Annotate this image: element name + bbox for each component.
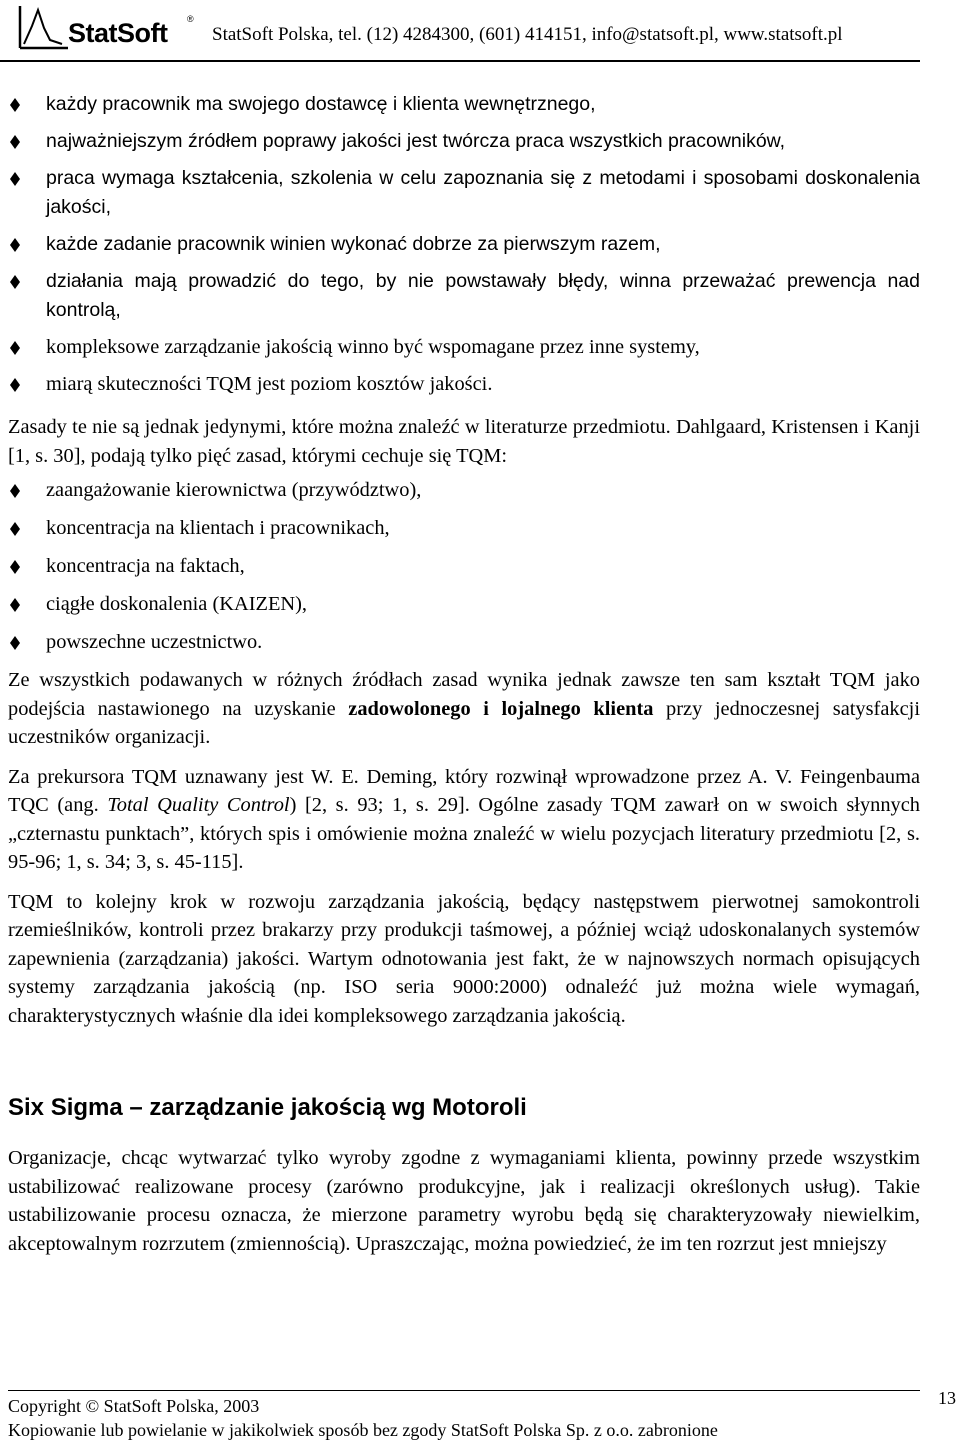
diamond-bullet-icon bbox=[10, 636, 20, 650]
list-item: praca wymaga kształcenia, szkolenia w celu zapoznania się z metodami i sposobami doskonalenia jakości, bbox=[8, 164, 920, 222]
list-item: koncentracja na klientach i pracownikach, bbox=[8, 514, 920, 543]
list-item: zaangażowanie kierownictwa (przywództwo), bbox=[8, 476, 920, 505]
header-contact: StatSoft Polska, tel. (12) 4284300, (601) 414151, info@statsoft.pl, www.statsoft.pl bbox=[212, 24, 843, 45]
footer-copyright: Copyright © StatSoft Polska, 2003 bbox=[8, 1396, 260, 1416]
emphasis-bold: zadowolonego i lojalnego klienta bbox=[348, 697, 654, 720]
list-item: ciągłe doskonalenia (KAIZEN), bbox=[8, 590, 920, 619]
footer-divider bbox=[8, 1390, 920, 1391]
diamond-bullet-icon bbox=[10, 172, 20, 186]
statsoft-logo bbox=[4, 4, 194, 50]
diamond-bullet-icon bbox=[10, 598, 20, 612]
paragraph: Ze wszystkich podawanych w różnych źródłach zasad wynika jednak zawsze ten sam kształt TQM jako podejścia nastawionego na uzyskanie zadowolonego i lojalnego klienta przy jednoczesnej satysfakcji uczestników organizacji. bbox=[8, 669, 920, 748]
logo-chart-icon bbox=[18, 4, 70, 50]
footer-notice: Kopiowanie lub powielanie w jakikolwiek sposób bez zgody StatSoft Polska Sp. z o.o. zabronione bbox=[8, 1420, 718, 1440]
diamond-bullet-icon bbox=[10, 135, 20, 149]
logo-registered-mark: ® bbox=[187, 14, 194, 24]
diamond-bullet-icon bbox=[10, 560, 20, 574]
list-item: miarą skuteczności TQM jest poziom kosztów jakości. bbox=[8, 370, 920, 399]
list-item: każde zadanie pracownik winien wykonać dobrze za pierwszym razem, bbox=[8, 230, 920, 259]
diamond-bullet-icon bbox=[10, 275, 20, 289]
diamond-bullet-icon bbox=[10, 522, 20, 536]
paragraph: Za prekursora TQM uznawany jest W. E. Deming, który rozwinął wprowadzone przez A. V. Feingenbauma TQC (ang. Total Quality Control) [2, s. 93; 1, s. 29]. Ogólne zasady TQM zawarł on w swoich słynnych „czternastu punktach”, których spis i omówienie można znaleźć w wielu pozycjach literatury przedmiotu [2, s. 95-96; 1, s. 34; 3, s. 45-115]. bbox=[8, 765, 920, 873]
diamond-bullet-icon bbox=[10, 341, 20, 355]
diamond-bullet-icon bbox=[10, 484, 20, 498]
page-body bbox=[8, 90, 920, 1269]
list-item: powszechne uczestnictwo. bbox=[8, 628, 920, 657]
tqm-principles-list bbox=[8, 476, 920, 657]
paragraph: Zasady te nie są jednak jedynymi, które można znaleźć w literaturze przedmiotu. Dahlgaard, Kristensen i Kanji [1, s. 30], podają tylko pięć zasad, którymi cechuje się TQM: bbox=[8, 416, 920, 467]
paragraph: Organizacje, chcąc wytwarzać tylko wyroby zgodne z wymaganiami klienta, powinny przede wszystkim ustabilizować realizowane procesy (zarówno produkcyjne, jak i realizacji określonych usług). Takie ustabilizowanie procesu oznacza, że mierzone parametry wyrobu będą się charakteryzowały niewielkim, akceptowalnym rozrzutem (zmiennością). Upraszczając, można powiedzieć, że im ten rozrzut jest mniejszy bbox=[8, 1147, 920, 1255]
list-item: najważniejszym źródłem poprawy jakości jest twórcza praca wszystkich pracowników, bbox=[8, 127, 920, 156]
diamond-bullet-icon bbox=[10, 98, 20, 112]
logo-text: StatSoft bbox=[68, 18, 168, 48]
header-divider bbox=[0, 60, 920, 62]
paragraph: TQM to kolejny krok w rozwoju zarządzania jakością, będący następstwem pierwotnej samokontroli rzemieślników, kontroli przez brakarzy przy produkcji taśmowej, a później wciąż udoskonalanych systemów zapewnienia (zarządzania) jakości. Wartym odnotowania jest fakt, że w najnowszych normach opisujących systemy zarządzania jakością (np. ISO seria 9000:2000) odnaleźć już można wiele wymagań, charakterystycznych właśnie dla idei kompleksowego zarządzania jakością. bbox=[8, 890, 920, 1027]
list-item: działania mają prowadzić do tego, by nie powstawały błędy, winna przeważać prewencja nad kontrolą, bbox=[8, 267, 920, 325]
page-number: 13 bbox=[938, 1388, 956, 1408]
list-item: koncentracja na faktach, bbox=[8, 552, 920, 581]
list-item: każdy pracownik ma swojego dostawcę i klienta wewnętrznego, bbox=[8, 90, 920, 119]
diamond-bullet-icon bbox=[10, 238, 20, 252]
principles-list bbox=[8, 90, 920, 399]
list-item: kompleksowe zarządzanie jakością winno być wspomagane przez inne systemy, bbox=[8, 333, 920, 362]
page-header bbox=[0, 0, 920, 58]
section-heading: Six Sigma – zarządzanie jakością wg Motoroli bbox=[8, 1094, 527, 1121]
emphasis-italic: Total Quality Control bbox=[107, 794, 290, 816]
diamond-bullet-icon bbox=[10, 378, 20, 392]
